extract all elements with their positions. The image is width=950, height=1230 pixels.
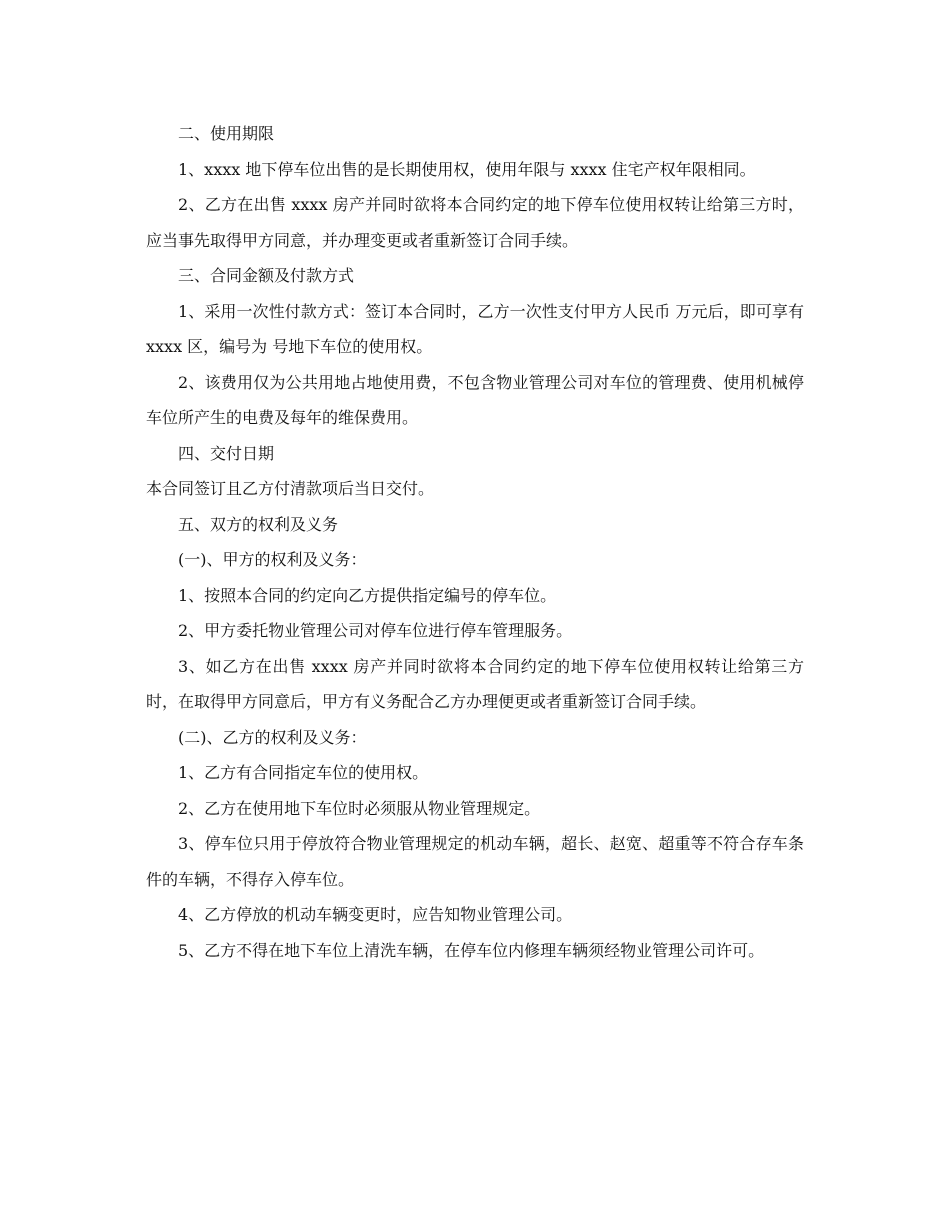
clause-5-2-5: 5、乙方不得在地下车位上清洗车辆，在停车位内修理车辆须经物业管理公司许可。 <box>178 940 765 960</box>
clause-2-1: 1、xxxx 地下停车位出售的是长期使用权，使用年限与 xxxx 住宅产权年限相同。 <box>178 159 756 179</box>
clause-5-1-3: 3、如乙方在出售 xxxx 房产并同时欲将本合同约定的地下停车位使用权转让给第三方时，在取得甲方同意后，甲方有义务配合乙方办理便更或者重新签订合同手续。 <box>146 656 804 711</box>
clause-3-1: 1、采用一次性付款方式：签订本合同时，乙方一次性支付甲方人民币 万元后，即可享有 xxxx 区，编号为 号地下车位的使用权。 <box>146 301 804 356</box>
section-heading-delivery: 四、交付日期 <box>178 443 275 463</box>
subsection-heading-party-b: (二)、乙方的权利及义务： <box>178 727 367 747</box>
clause-4: 本合同签订且乙方付清款项后当日交付。 <box>146 479 435 498</box>
clause-5-1-1: 1、按照本合同的约定向乙方提供指定编号的停车位。 <box>178 585 557 605</box>
clause-5-2-4: 4、乙方停放的机动车辆变更时，应告知物业管理公司。 <box>178 905 573 924</box>
clause-5-2-3: 3、停车位只用于停放符合物业管理规定的机动车辆，超长、赵宽、超重等不符合存车条件的车辆，不得存入停车位。 <box>146 834 804 889</box>
clause-2-2: 2、乙方在出售 xxxx 房产并同时欲将本合同约定的地下停车位使用权转让给第三方时，应当事先取得甲方同意，并办理变更或者重新签订合同手续。 <box>146 195 804 250</box>
clause-3-2: 2、该费用仅为公共用地占地使用费，不包含物业管理公司对车位的管理费、使用机械停车位所产生的电费及每年的维保费用。 <box>146 372 804 427</box>
clause-5-2-2: 2、乙方在使用地下车位时必须服从物业管理规定。 <box>178 798 541 818</box>
section-heading-amount: 三、合同金额及付款方式 <box>178 266 355 285</box>
clause-5-2-1: 1、乙方有合同指定车位的使用权。 <box>178 763 429 782</box>
section-heading-rights: 五、双方的权利及义务 <box>178 514 339 534</box>
section-heading-term: 二、使用期限 <box>178 124 275 143</box>
clause-5-1-2: 2、甲方委托物业管理公司对停车位进行停车管理服务。 <box>178 621 573 640</box>
subsection-heading-party-a: (一)、甲方的权利及义务： <box>178 550 367 569</box>
